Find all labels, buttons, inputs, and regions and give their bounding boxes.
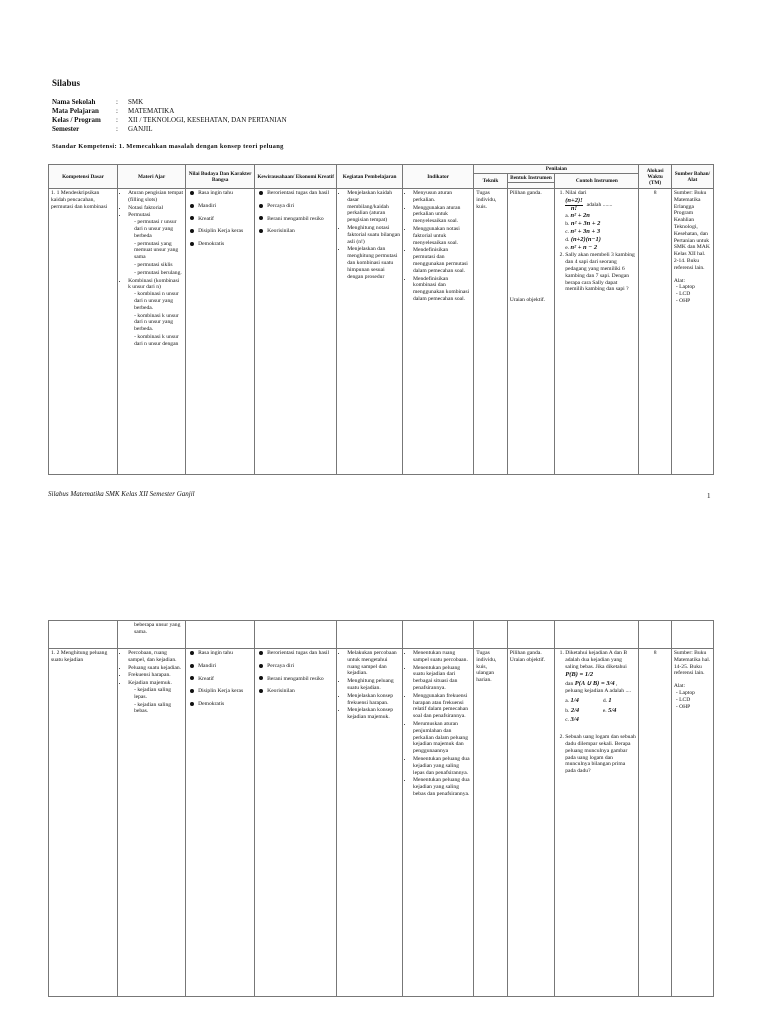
kegiatan-item: • Menjelaskan konsep frekuensi harapan. [347, 693, 400, 707]
materi-item: • Frekuensi harapan. [128, 672, 183, 679]
kewirausahaan-item [259, 688, 334, 695]
option-letter: a. [565, 697, 571, 704]
bullet-icon [190, 702, 194, 706]
materi-item: • Peluang suatu kejadian. [128, 665, 183, 672]
meta-row [52, 116, 287, 125]
bullet-icon [259, 676, 263, 680]
option-value: n² + n − 2 [570, 243, 598, 251]
header-indikator: Indikator [403, 165, 474, 189]
nilai-item-label: Kreatif [198, 675, 214, 682]
meta-colon: : [116, 125, 118, 133]
answer-option [565, 221, 636, 228]
meta-colon: : [116, 107, 118, 115]
indikator-item: • Menggunakan aturan perkalian untuk menyelesaikan soal. [413, 205, 471, 225]
header-penilaian: Penilaian [474, 165, 639, 174]
materi-1-2 [118, 649, 186, 997]
indikator-item: • Menentukan peluang dua kejadian yang saling lepas dan penafsirannya. [413, 756, 471, 776]
bullet-icon [190, 242, 194, 246]
alokasi-1-1: 8 [639, 189, 671, 475]
meta-row [52, 107, 287, 116]
header-teknik: Teknik [474, 174, 507, 189]
bullet-icon [259, 229, 263, 233]
kewirausahaan-item [259, 190, 334, 197]
cont-e3 [337, 621, 403, 649]
nilai-item [190, 701, 252, 708]
nilai-item [190, 228, 252, 235]
kegiatan-item: • Menghitung peluang suatu kejadian. [347, 678, 400, 692]
alat-label-2: Alat: [673, 683, 685, 690]
bullet-icon [259, 191, 263, 195]
kewirausahaan-item-label: Berani mengambil resiko [267, 215, 324, 222]
option-value: 2/4 [570, 706, 580, 714]
q2-text-2: 2. Sebuah uang logam dan sebuah dadu dilempar sekali. Berapa peluang munculnya gambar pada uang logam dan munculnya bilangan prima pada dadu? [565, 734, 636, 775]
sumber-1-2 [671, 649, 713, 997]
cont-e8 [639, 621, 671, 649]
q1-tail-2: , peluang kejadian A adalah .... [565, 681, 632, 694]
sumber-text-2: Sumber: Buku Matematika hal. 14-25. Buku referensi lain. [673, 650, 711, 677]
option-letter: e. [602, 707, 609, 714]
nilai-1-2 [186, 649, 255, 997]
kewirausahaan-item-label: Berani mengambil resiko [267, 675, 324, 682]
materi-subitem: - kombinasi k unsur dari n unsur yang berbeda. [134, 313, 183, 333]
bullet-icon [259, 664, 263, 668]
cont-e4 [403, 621, 474, 649]
q1-tail: adalah ....... [586, 201, 613, 208]
meta-key: Kelas / Program [52, 116, 101, 124]
materi-1-1 [118, 189, 186, 475]
nilai-item-label: Demokratis [198, 701, 225, 708]
materi-subitem: - kombinasi k unsur dari n unsur dengan [134, 334, 183, 348]
meta-value: SMK [128, 98, 144, 106]
kewirausahaan-1-1 [255, 189, 337, 475]
kegiatan-item: • Melakukan percobaan untuk mengetahui ruang sampel dan kejadian. [347, 650, 400, 677]
nilai-item [190, 663, 252, 670]
meta-row [52, 125, 287, 134]
dan-text: dan [565, 681, 574, 688]
nilai-item-label: Disiplin Kerja keras [198, 688, 244, 695]
kewirausahaan-item-label: Percaya diri [267, 662, 295, 669]
bullet-icon [190, 676, 194, 680]
header-materi: Materi Ajar [118, 165, 186, 189]
meta-value: XII / TEKNOLOGI, KESEHATAN, DAN PERTANIAN [128, 116, 287, 124]
alokasi-1-2: 8 [639, 649, 671, 997]
header-bentuk: Bentuk Instrumen [507, 174, 555, 183]
standard-competence: Standar Kompetensi: 1. Memecahkan masalah dengan konsep teori peluang [52, 143, 284, 150]
option-letter: c. [565, 717, 571, 724]
materi-sublist [128, 291, 183, 347]
indikator-item: • Mendefinisikan kombinasi dan menggunakan kombinasi dalam pemecahan soal. [413, 276, 471, 303]
bullet-icon [190, 216, 194, 220]
indikator-item: • Menggunakan notasi faktorial untuk menyelesaikan soal. [413, 226, 471, 246]
materi-subitem: - permutasi yang memuat unsur yang sama [134, 241, 183, 261]
meta-value: MATEMATIKA [128, 107, 175, 115]
answer-option [565, 708, 599, 715]
kewirausahaan-item [259, 228, 334, 235]
option-value: (n+2)(n−1) [570, 235, 601, 243]
nilai-item [190, 650, 252, 657]
kewirausahaan-item [259, 216, 334, 223]
syllabus-table-page2 [48, 620, 714, 997]
indikator-item: • Menentukan peluang suatu kejadian dari berbagai situasi dan penafsirannya. [413, 665, 471, 692]
cont-e6 [507, 621, 555, 649]
header-kegiatan: Kegiatan Pembelajaran [337, 165, 403, 189]
meta-colon: : [116, 116, 118, 124]
header-contoh: Contoh Instrumen [555, 174, 639, 189]
page-title: Silabus [52, 78, 81, 88]
bullet-icon [190, 664, 194, 668]
materi-item: • Percobaan, ruang sampel, dan kejadian. [128, 650, 183, 664]
cont-materi [118, 621, 186, 649]
kewirausahaan-item-label: Keorisinilan [267, 688, 295, 695]
nilai-item-label: Disiplin Kerja keras [198, 228, 244, 235]
option-letter: a. [565, 213, 571, 220]
option-value: n² + 2n [570, 212, 590, 220]
answer-option [603, 708, 637, 715]
q1-denominator: n! [570, 204, 578, 212]
kd-1-1: 1. 1 Mendeskripsikan kaidah pencacahan, permutasi dan kombinasi [49, 189, 118, 475]
bentuk-uraian: Uraian objektif. [509, 296, 546, 303]
nilai-item [190, 676, 252, 683]
cont-e7 [555, 621, 639, 649]
materi-item: • Kombinasi (kombinasi k unsur dari n) - kombinasi n unsur dari n unsur yang berbeda. - kombinasi k unsur dari n unsur yang berbeda. - kombinasi k unsur dari n unsur dengan [128, 278, 183, 348]
page-footer: Silabus Matematika SMK Kelas XII Semester Ganjil [48, 490, 195, 498]
materi-item: • Permutasi - permutasi r unsur dari n unsur yang berbeda - permutasi yang memuat unsur yang sama - permutasi siklis - permutasi berulang. [128, 212, 183, 276]
kegiatan-item: • Menjelaskan konsep kejadian majemuk. [347, 707, 400, 721]
alat-label: Alat: [673, 277, 685, 284]
bentuk-1-2: Pilihan ganda. Uraian objektif. [507, 649, 555, 997]
materi-item: • Kejadian majemuk. - kejadian saling lepas. - kejadian saling bebas. [128, 680, 183, 715]
page-number: 1 [707, 492, 711, 500]
cont-kd [49, 621, 118, 649]
cont-e1 [186, 621, 255, 649]
indikator-item: • Menentukan peluang dua kejadian yang saling bebas dan penafsirannya. [413, 777, 471, 797]
cont-e9 [671, 621, 713, 649]
option-letter: d. [565, 236, 571, 243]
nilai-item [190, 190, 252, 197]
option-value: 3/4 [570, 716, 579, 724]
alat-item: - Laptop [676, 284, 711, 291]
materi-subitem: - kombinasi n unsur dari n unsur yang berbeda. [134, 291, 183, 311]
kewirausahaan-1-2 [255, 649, 337, 997]
option-letter: c. [565, 228, 571, 235]
meta-key: Semester [52, 125, 80, 133]
nilai-1-1 [186, 189, 255, 475]
option-value: 5/4 [608, 706, 617, 714]
option-letter: e. [565, 244, 571, 251]
bullet-icon [190, 229, 194, 233]
teknik-1-1: Tugas individu, kuis. [474, 189, 507, 475]
answer-option [565, 237, 636, 244]
option-value: n² + 3n + 3 [570, 227, 601, 235]
option-value: 1 [608, 696, 612, 704]
answer-option [565, 229, 636, 236]
indikator-item: • Merumuskan aturan penjumlahan dan perkalian dalam peluang kejadian majemuk dan penggunaannya [413, 721, 471, 755]
header-alokasi: Alokasi Waktu (TM) [639, 165, 671, 189]
alat-item: - Laptop [676, 690, 711, 697]
q1-numerator: (n+2)! [565, 196, 583, 204]
kewirausahaan-item [259, 663, 334, 670]
formula-pab: P(A ∪ B) = 3/4 [574, 680, 615, 688]
indikator-1-2 [403, 649, 474, 997]
materi-sublist [128, 219, 183, 276]
meta-key: Nama Sekolah [52, 98, 96, 106]
sumber-1-1 [671, 189, 713, 475]
header-kewirausahaan: Kewirausahaan/ Ekonomi Kreatif [255, 165, 337, 189]
kewirausahaan-item [259, 650, 334, 657]
option-letter: d. [602, 697, 609, 704]
kewirausahaan-item-label: Percaya diri [267, 202, 295, 209]
cont-e2 [255, 621, 337, 649]
alat-item: - LCD [676, 697, 711, 704]
materi-subitem: - permutasi berulang. [134, 270, 183, 277]
q2-text: 2. Sally akan membeli 3 kambing dan 4 sapi dari seorang pedagang yang memiliki 6 kambing dan 7 sapi. Dengan berapa cara Sally dapat memilih kambing dan sapi ? [565, 252, 636, 293]
nilai-item [190, 241, 252, 248]
kd-1-2: 1. 2 Menghitung peluang suatu kejadian [49, 649, 118, 997]
kewirausahaan-item-label: Keorisinilan [267, 228, 295, 235]
nilai-item-label: Kreatif [198, 215, 214, 222]
answer-option [565, 245, 636, 252]
option-letter: b. [565, 707, 571, 714]
materi-item: • Notasi faktorial [128, 205, 183, 212]
option-value: n² + 3n + 2 [570, 220, 601, 228]
kegiatan-item: • Menjelaskan kaidah dasar membilang/kaidah perkalian (aturan pengisian tempat) [347, 190, 400, 224]
formula-pb: P(B) = 1/2 [565, 671, 594, 679]
materi-subitem: - permutasi r unsur dari n unsur yang berbeda [134, 219, 183, 239]
header-nilai: Nilai Budaya Dan Karakter Bangsa [186, 165, 255, 189]
bullet-icon [259, 689, 263, 693]
alat-item: - LCD [676, 291, 711, 298]
nilai-item [190, 216, 252, 223]
nilai-item-label: Rasa ingin tahu [198, 190, 233, 196]
contoh-1-1 [555, 189, 639, 475]
alat-item: - OHP [676, 298, 711, 305]
bullet-icon [190, 651, 194, 655]
header-sumber: Sumber Bahan/ Alat [671, 165, 713, 189]
materi-subitem: - permutasi siklis [134, 262, 183, 269]
answer-option [565, 698, 599, 705]
continued-text: beberapa unsur yang sama. [134, 622, 181, 635]
materi-subitem: - kejadian saling bebas. [134, 702, 183, 716]
header-kompetensi: Kompetensi Dasar [49, 165, 118, 189]
kewirausahaan-item-label: Berorientasi tugas dan hasil [267, 190, 330, 196]
meta-value: GANJIL [128, 125, 153, 133]
teknik-1-2: Tugas individu, kuis, ulangan harian. [474, 649, 507, 997]
indikator-item: • Menentukan ruang sampel suatu percobaan. [413, 650, 471, 664]
bullet-icon [259, 204, 263, 208]
kegiatan-1-2 [337, 649, 403, 997]
contoh-1-2 [555, 649, 639, 997]
option-letter: b. [565, 221, 571, 228]
meta-block [52, 98, 287, 134]
meta-row [52, 98, 287, 107]
kewirausahaan-item-label: Berorientasi tugas dan hasil [267, 650, 330, 656]
indikator-item: • Menyusun aturan perkalian. [413, 190, 471, 204]
nilai-item [190, 688, 252, 695]
indikator-1-1 [403, 189, 474, 475]
sumber-text: Sumber: Buku Matematika Erlangga Program Keahlian Teknologi, Kesehatan, dan Pertanian untuk SMK dan MAK Kelas XII hal. 2-14. Buku referensi lain. [673, 190, 710, 271]
cont-e5 [474, 621, 507, 649]
alat-item: - OHP [676, 704, 711, 711]
kegiatan-1-1 [337, 189, 403, 475]
bullet-icon [259, 651, 263, 655]
kewirausahaan-item [259, 203, 334, 210]
answer-option [565, 717, 599, 724]
nilai-item-label: Mandiri [198, 662, 217, 669]
q1-text: Nilai dari [565, 190, 587, 196]
materi-item: • Aturan pengisian tempat (filling slots) [128, 190, 183, 204]
materi-sublist [128, 687, 183, 715]
kegiatan-item: • Menghitung notasi faktorial suatu bilangan asli (n!) [347, 225, 400, 245]
kewirausahaan-item [259, 676, 334, 683]
syllabus-table-page1 [48, 164, 714, 475]
indikator-item: • Menggunakan frekuensi harapan atau frekuensi relatif dalam pemecahan soal dan penafsirannya. [413, 693, 471, 720]
nilai-item-label: Rasa ingin tahu [198, 650, 233, 656]
bullet-icon [259, 216, 263, 220]
bentuk-pg: Pilihan ganda. [509, 190, 542, 196]
nilai-item [190, 203, 252, 210]
bullet-icon [190, 689, 194, 693]
indikator-item: • Mendefinisikan permutasi dan menggunakan permutasi dalam pemecahan soal. [413, 247, 471, 274]
nilai-item-label: Demokratis [198, 241, 225, 248]
bullet-icon [190, 191, 194, 195]
answer-option [565, 213, 636, 220]
answer-option [603, 698, 637, 705]
option-value: 1/4 [570, 696, 579, 704]
meta-colon: : [116, 98, 118, 106]
kegiatan-item: • Menjelaskan dan menghitung permutasi dan kombinasi suatu himpunan sesuai dengan prosedur [347, 246, 400, 280]
q1-text-2: Diketahui kejadian A dan B adalah dua kejadian yang saling bebas. Jika diketahui [565, 650, 628, 670]
nilai-item-label: Mandiri [198, 202, 217, 209]
materi-subitem: - kejadian saling lepas. [134, 687, 183, 701]
meta-key: Mata Pelajaran [52, 107, 99, 115]
bullet-icon [190, 204, 194, 208]
bentuk-1-1 [507, 189, 555, 475]
